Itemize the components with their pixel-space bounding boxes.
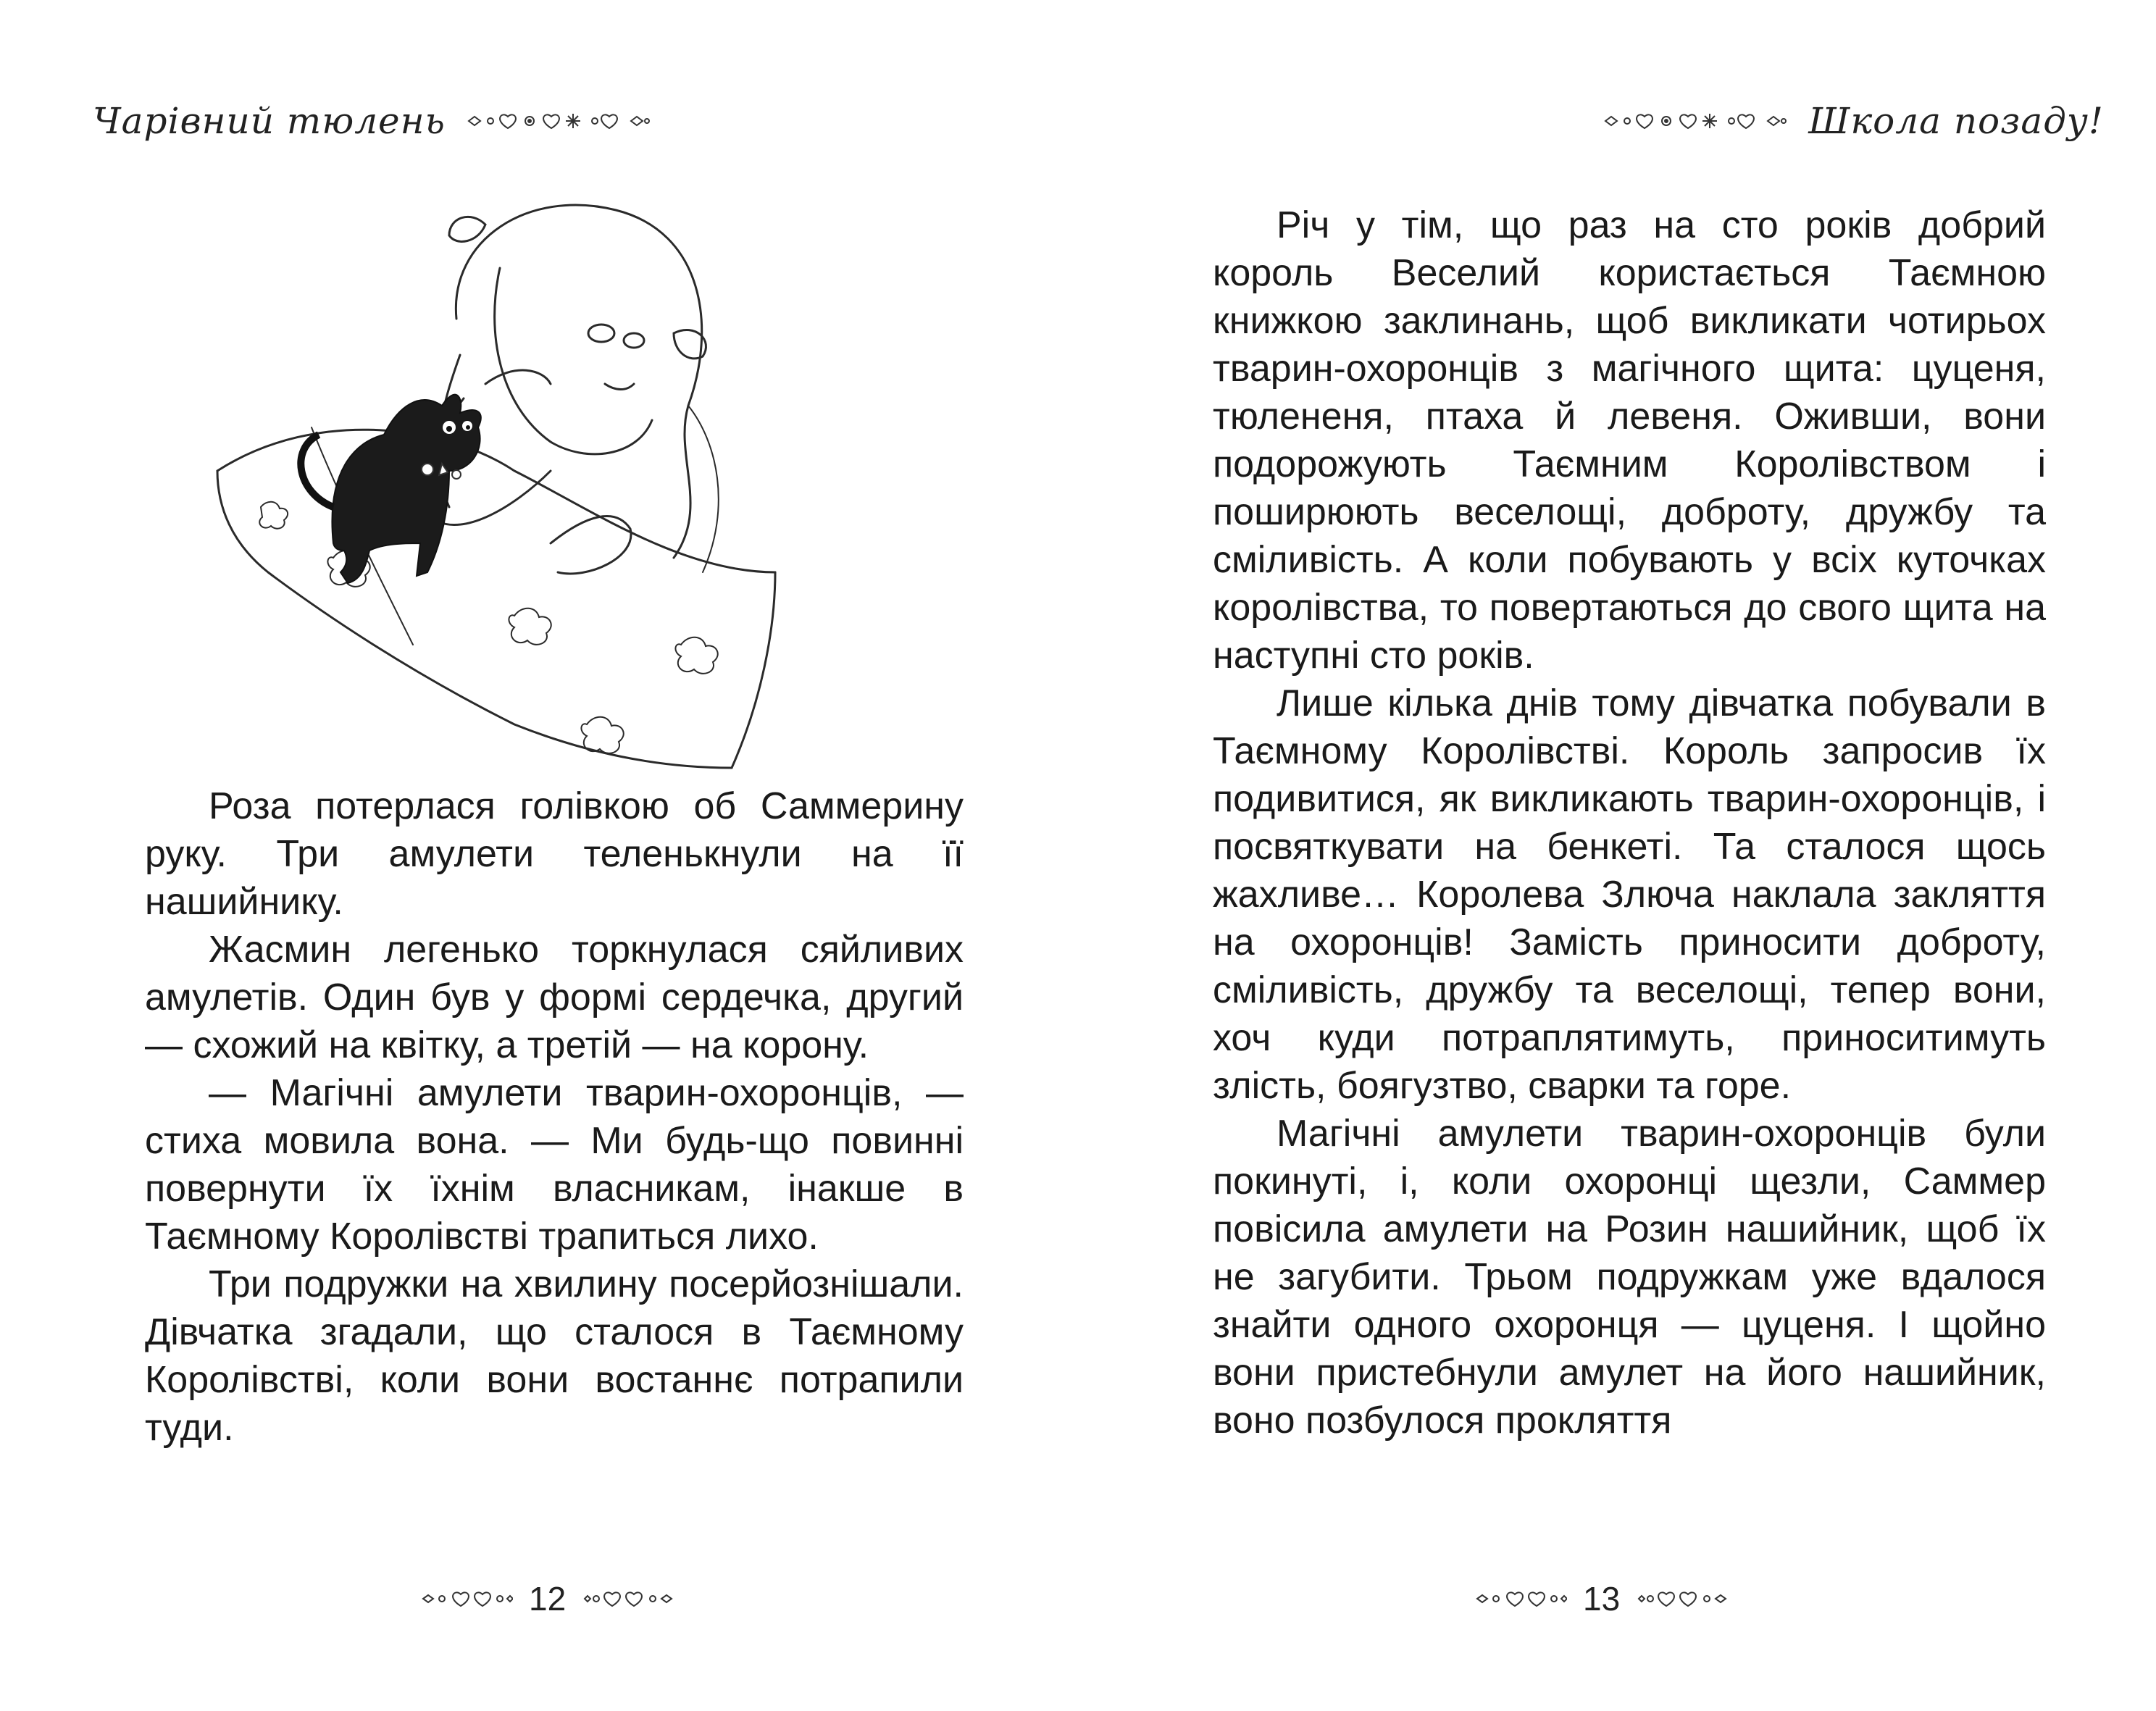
header-title-right: Школа позаду!: [1808, 100, 2104, 142]
girl-and-kitten-illustration: [210, 167, 833, 775]
folio-ornament-icon: [582, 1586, 676, 1612]
folio-ornament-icon: [1473, 1586, 1567, 1612]
flourish-ornament-icon: [1601, 106, 1789, 135]
header-title-left: Чарівний тюлень: [93, 100, 446, 142]
right-page-text: [1213, 201, 2046, 1444]
paragraph: Річ у тім, що раз на сто років добрий король Веселий користається Таємною книжкою заклинань, щоб викликати чотирьох тварин-охоронців з магічного щита: цуценя, тюлененя, птаха й левеня. Оживши, вони подорожують Таємним Королівством і поширюють веселощі, доброту, дружбу та сміливість. А коли побувають у всіх куточках королівства, то повертаються до свого щита на наступні сто років.: [1213, 204, 2046, 677]
paragraph: Три подружки на хвилину посерйознішали. Дівчатка згадали, що сталося в Таємному Королівстві, коли вони востаннє потрапили туди.: [145, 1263, 964, 1449]
flourish-ornament-icon: [464, 106, 653, 135]
page-number: 13: [1583, 1580, 1621, 1618]
paragraph: Магічні амулети тварин-охоронців були покинуті, і, коли охоронці щезли, Саммер повісила амулети на Розин нашийник, щоб їх не загубити. Трьом подружкам уже вдалося знайти одного охоронця — цуценя. І щойно вони пристебнули амулет на його нашийник, воно позбулося прокляття: [1213, 1113, 2046, 1442]
folio-ornament-icon: [419, 1586, 513, 1612]
running-header-left: [93, 100, 653, 142]
folio-ornament-icon: [1636, 1586, 1730, 1612]
paragraph: Жасмин легенько торкнулася сяйливих амулетів. Один був у формі сердечка, другий — схожий на квітку, а третій — на корону.: [145, 929, 964, 1066]
running-header-right: [1601, 100, 2104, 142]
paragraph: — Магічні амулети тварин-охоронців, — стиха мовила вона. — Ми будь-що повинні повернути їх їхнім власникам, інакше в Таємному Королівстві трапиться лихо.: [145, 1072, 964, 1258]
left-page-text: [145, 782, 964, 1452]
right-page: [1078, 0, 2156, 1711]
paragraph: Роза потерлася голівкою об Саммерину руку. Три амулети теленькнули на її нашийнику.: [145, 785, 964, 923]
page-number-right: [1473, 1579, 1730, 1618]
paragraph: Лише кілька днів тому дівчатка побували в Таємному Королівстві. Король запросив їх подивитися, як викликають тварин-охоронців, і посвяткувати на бенкеті. Та сталося щось жахливе… Королева Злюча наклала закляття на охоронців! Замість приносити доброту, сміливість, дружбу та веселощі, тепер вони, хоч куди потраплятимуть, приноситимуть злість, боягузтво, сварки та горе.: [1213, 682, 2046, 1107]
page-number-left: [419, 1579, 676, 1618]
page-number: 12: [529, 1580, 567, 1618]
